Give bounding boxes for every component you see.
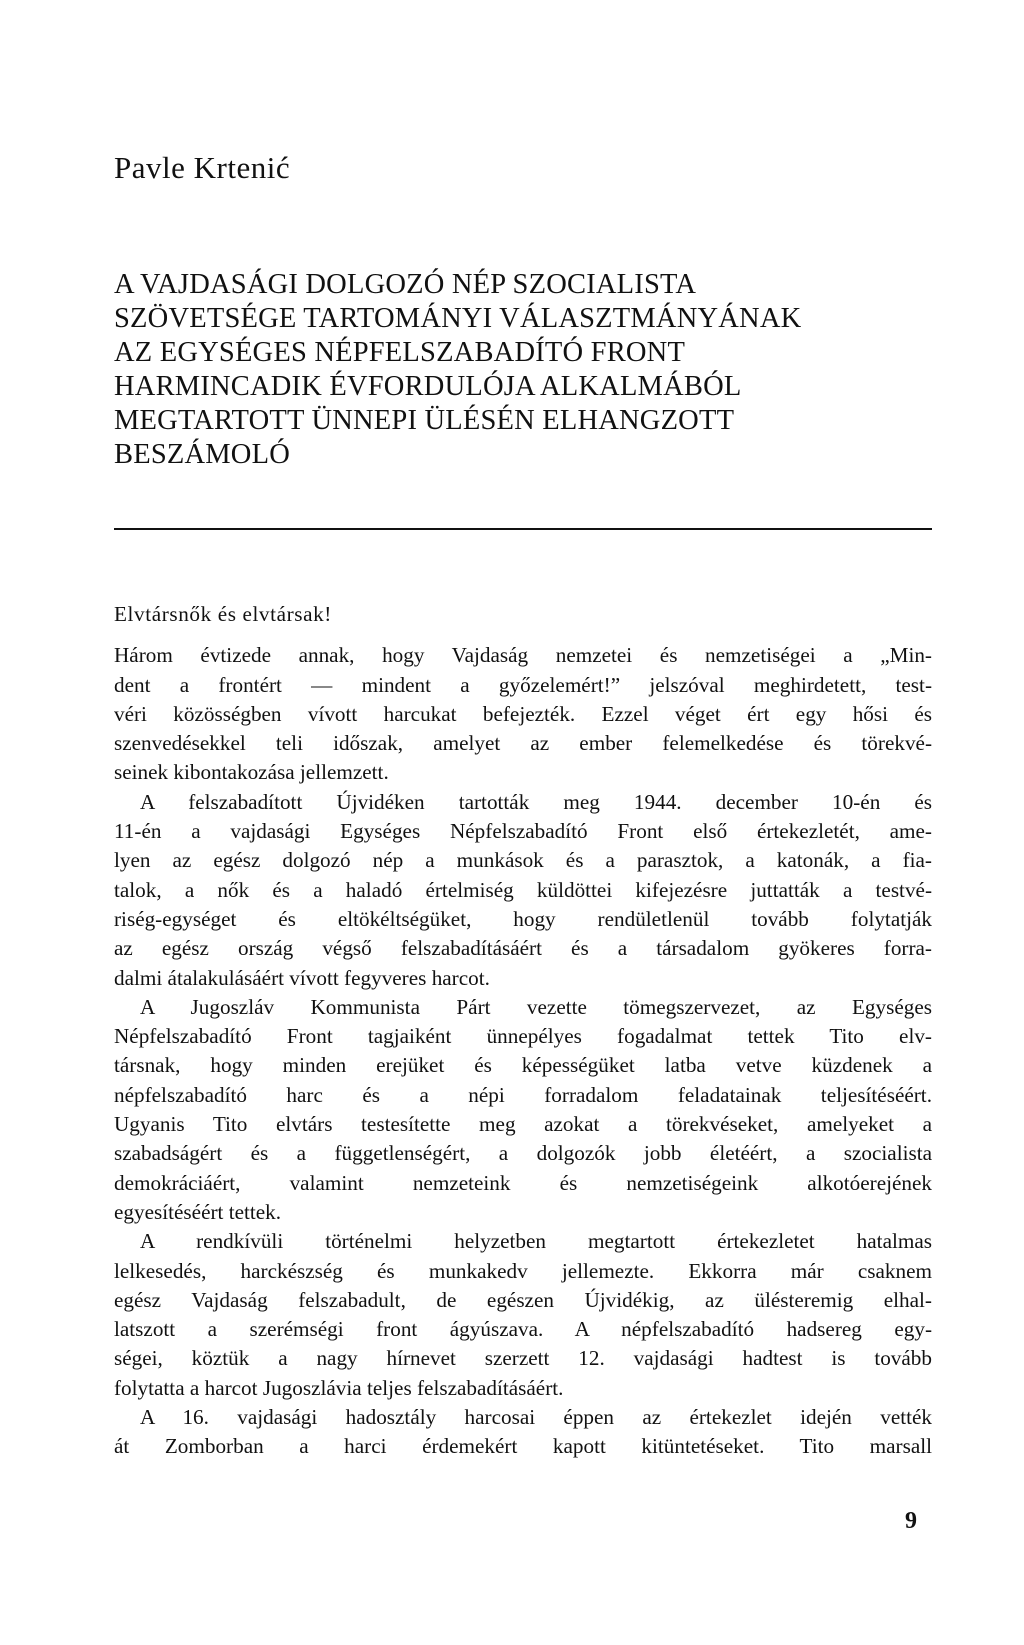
text-line: népfelszabadító harc és a népi forradalom feladatainak teljesítéséért. xyxy=(114,1082,932,1107)
title-line: SZÖVETSÉGE TARTOMÁNYI VÁLASZTMÁNYÁNAK xyxy=(114,303,802,334)
text-line: dalmi átalakulásáért vívott fegyveres harcot. xyxy=(114,965,490,990)
author-name: Pavle Krtenić xyxy=(114,150,291,185)
text-line: seinek kibontakozása jellemzett. xyxy=(114,760,389,785)
paragraph xyxy=(114,1227,932,1403)
text-line: folytatta a harcot Jugoszlávia teljes felszabadításáért. xyxy=(114,1375,564,1400)
text-line: egyesítéséért tettek. xyxy=(114,1199,282,1224)
text-line: át Zomborban a harci érdemekért kapott kitüntetéseket. Tito marsall xyxy=(114,1434,932,1459)
salutation: Elvtársnők és elvtársak! xyxy=(114,602,332,626)
title-divider xyxy=(114,528,932,530)
title-line: BESZÁMOLÓ xyxy=(114,439,290,470)
text-line: 11-én a vajdasági Egységes Népfelszabadító Front első értekezletét, ame- xyxy=(114,819,932,844)
text-line: társnak, hogy minden erejüket és képességüket latba vetve küzdenek a xyxy=(114,1053,932,1078)
text-line: A rendkívüli történelmi helyzetben megtartott értekezletet hatalmas xyxy=(140,1229,932,1254)
title-line: HARMINCADIK ÉVFORDULÓJA ALKALMÁBÓL xyxy=(114,371,742,402)
text-line: Népfelszabadító Front tagjaiként ünnepélyes fogadalmat tettek Tito elv- xyxy=(114,1024,932,1049)
title-line: A VAJDASÁGI DOLGOZÓ NÉP SZOCIALISTA xyxy=(114,269,697,300)
text-line: véri közösségben vívott harcukat befejezték. Ezzel véget ért egy hősi és xyxy=(114,701,932,726)
text-line: A felszabadított Újvidéken tartották meg 1944. december 10-én és xyxy=(140,789,932,814)
paragraph xyxy=(114,1403,932,1462)
text-line: lyen az egész dolgozó nép a munkások és a parasztok, a katonák, a fia- xyxy=(114,848,932,873)
text-line: demokráciáért, valamint nemzeteink és nemzetiségeink alkotóerejének xyxy=(114,1170,932,1195)
text-line: Ugyanis Tito elvtárs testesítette meg azokat a törekvéseket, amelyeket a xyxy=(114,1112,932,1137)
text-line: lelkesedés, harckészség és munkakedv jellemezte. Ekkorra már csaknem xyxy=(114,1258,932,1283)
text-line: ségei, köztük a nagy hírnevet szerzett 12. vajdasági hadtest is tovább xyxy=(114,1346,932,1371)
text-line: dent a frontért — mindent a győzelemért!” jelszóval meghirdetett, test- xyxy=(114,672,932,697)
document-title xyxy=(114,268,934,472)
body-text xyxy=(114,600,932,1462)
text-line: latszott a szerémségi front ágyúszava. A népfelszabadító hadsereg egy- xyxy=(114,1317,932,1342)
text-line: szenvedésekkel teli időszak, amelyet az ember felemelkedése és törekvé- xyxy=(114,731,932,756)
paragraph xyxy=(114,993,932,1227)
text-line: az egész ország végső felszabadításáért és a társadalom gyökeres forra- xyxy=(114,936,932,961)
paragraph xyxy=(114,641,932,787)
text-line: talok, a nők és a haladó értelmiség küldöttei kifejezésre juttatták a testvé- xyxy=(114,877,932,902)
text-line: Három évtizede annak, hogy Vajdaság nemzetei és nemzetiségei a „Min- xyxy=(114,643,932,668)
title-line: AZ EGYSÉGES NÉPFELSZABADÍTÓ FRONT xyxy=(114,337,686,368)
paragraph xyxy=(114,788,932,993)
text-line: riség-egységet és eltökéltségüket, hogy rendületlenül tovább folytatják xyxy=(114,906,932,931)
page-number: 9 xyxy=(905,1508,917,1534)
text-line: A 16. vajdasági hadosztály harcosai éppen az értekezlet idején vették xyxy=(140,1405,932,1430)
text-line: szabadságért és a függetlenségért, a dolgozók jobb életéért, a szocialista xyxy=(114,1141,932,1166)
text-line: egész Vajdaság felszabadult, de egészen Újvidékig, az ülésteremig elhal- xyxy=(114,1287,932,1312)
title-line: MEGTARTOTT ÜNNEPI ÜLÉSÉN ELHANGZOTT xyxy=(114,405,735,436)
text-line: A Jugoszláv Kommunista Párt vezette tömegszervezet, az Egységes xyxy=(140,994,932,1019)
